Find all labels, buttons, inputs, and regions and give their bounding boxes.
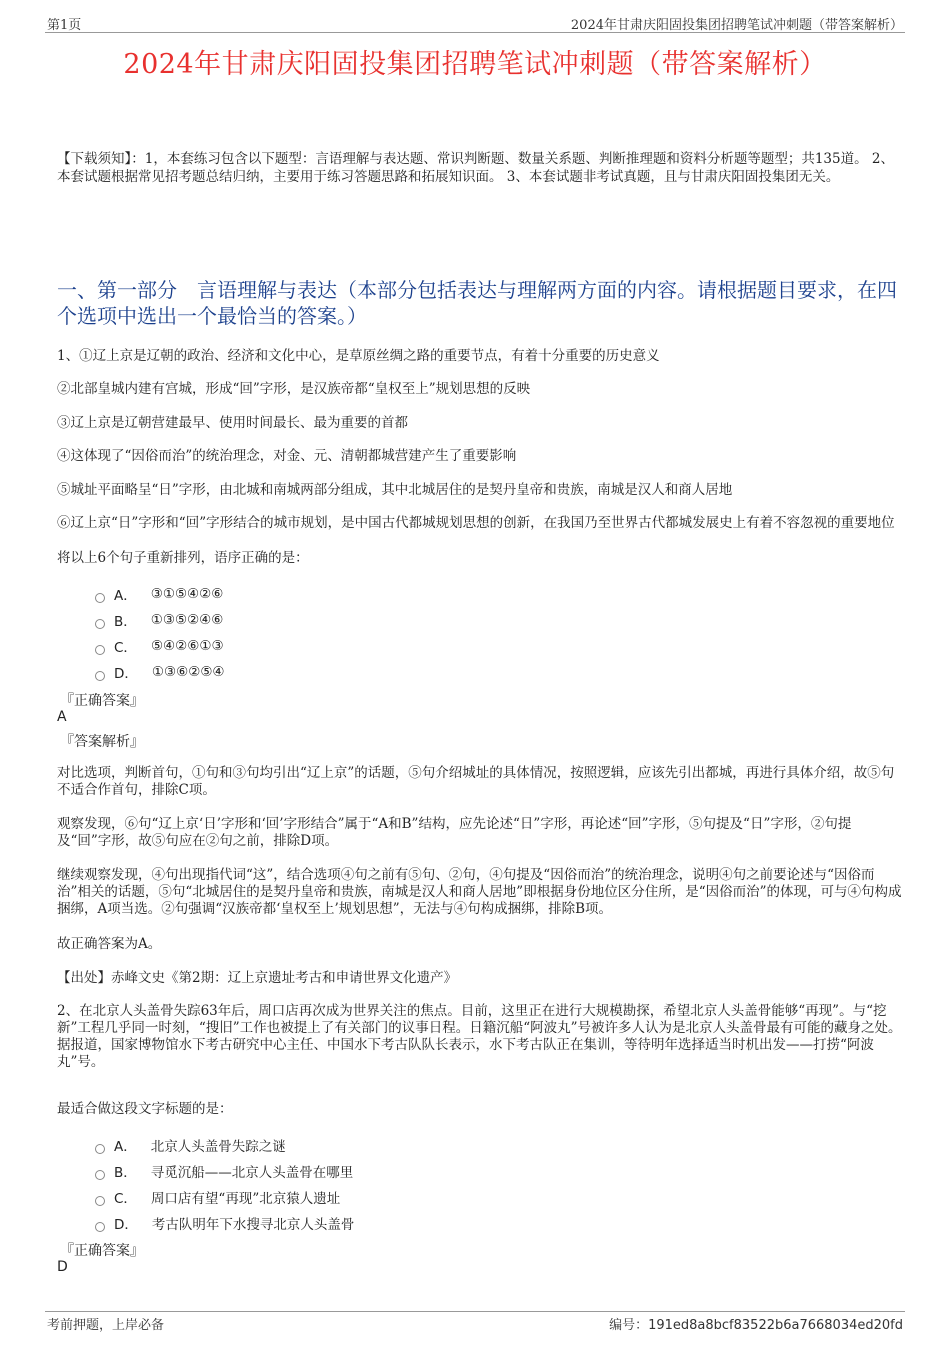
q1-analysis-4: 故正确答案为A。: [57, 936, 162, 952]
download-notice: 【下载须知】：1，本套练习包含以下题型：言语理解与表达题、常识判断题、数量关系题、判断推理题和资料分析题等题型；共135道。 2、本套试题根据常见招考题总结归纳，主要用于练习答题思路和拓展知识面。 3、本套试题非考试真题，且与甘肃庆阳固投集团无关。: [57, 151, 894, 185]
q2-option-d[interactable]: [95, 1213, 354, 1233]
header-divider: [45, 32, 905, 33]
radio-icon[interactable]: [95, 645, 105, 655]
q2-option-a[interactable]: [95, 1135, 286, 1155]
q1-analysis-1: 对比选项，判断首句，①句和③句均引出“辽上京”的话题，⑤句介绍城址的具体情况，按照逻辑，应该先引出都城，再进行具体介绍，故⑤句不适合作首句，排除C项。: [57, 765, 895, 798]
option-text: ①③⑥②⑤④: [151, 664, 225, 680]
radio-icon[interactable]: [95, 619, 105, 629]
q1-sentence-3: ③辽上京是辽朝营建最早、使用时间最长、最为重要的首都: [57, 415, 408, 431]
q1-sentence-1: 1、①辽上京是辽朝的政治、经济和文化中心，是草原丝绸之路的重要节点，有着十分重要的历史意义: [57, 348, 660, 364]
option-label: B．: [114, 1165, 137, 1181]
q1-analysis-3: 继续观察发现，④句出现指代词“这”，结合选项④句之前有⑤句、②句，④句提及“因俗而治”的统治理念，说明④句之前要论述与“因俗而治”相关的话题，⑤句“北城居住的是契丹皇帝和贵族，南城是汉人和商人居地”即根据身份地位区分住所，是“因俗而治”的体现，可与④句构成捆绑，A项当选。②句强调“汉族帝都‘皇权至上’规划思想”，无法与④句构成捆绑，排除B项。: [57, 867, 902, 917]
option-text: ①③⑤②④⑥: [150, 612, 224, 628]
footer-code-label: 编号：: [609, 1318, 649, 1333]
q2-text: 2、在北京人头盖骨失踪63年后，周口店再次成为世界关注的焦点。目前，这里正在进行大规模勘探，希望北京人头盖骨能够“再现”。与“挖新”工程几乎同一时刻，“搜旧”工作也被提上了有关部门的议事日程。日籍沉船“阿波丸”号被许多人认为是北京人头盖骨最有可能的藏身之处。据报道，国家博物馆水下考古研究中心主任、中国水下考古队队长表示，水下考古队正在集训，等待明年选择适当时机出发——打捞“阿波丸”号。: [57, 1003, 902, 1070]
option-text: 周口店有望“再现”北京猿人遗址: [150, 1191, 341, 1207]
footer-divider: [45, 1311, 905, 1312]
q1-option-d[interactable]: [95, 662, 225, 682]
q1-option-a[interactable]: [95, 584, 223, 604]
radio-icon[interactable]: [95, 1144, 105, 1154]
option-text: 寻觅沉船——北京人头盖骨在哪里: [150, 1165, 354, 1181]
option-label: C．: [114, 640, 137, 656]
q1-sentence-2: ②北部皇城内建有宫城，形成“回”字形，是汉族帝都“皇权至上”规划思想的反映: [57, 381, 531, 397]
footer-code: 191ed8a8bcf83522b6a7668034ed20fd: [648, 1318, 903, 1333]
footer-code-block: [609, 1314, 903, 1333]
q1-option-c[interactable]: [95, 636, 224, 656]
q1-answer-label: 『正确答案』: [60, 693, 144, 709]
header-doc-title: 2024年甘肃庆阳固投集团招聘笔试冲刺题（带答案解析）: [570, 18, 903, 33]
option-label: C．: [114, 1191, 137, 1207]
option-label: A．: [114, 588, 137, 604]
option-text: 考古队明年下水搜寻北京人头盖骨: [151, 1217, 355, 1233]
q1-prompt: 将以上6个句子重新排列，语序正确的是：: [57, 550, 309, 566]
footer-slogan: 考前押题，上岸必备: [47, 1318, 165, 1333]
option-text: ⑤④②⑥①③: [150, 638, 224, 654]
q2-option-b[interactable]: [95, 1161, 353, 1181]
q1-source: 【出处】赤峰文史《第2期：辽上京遗址考古和申请世界文化遗产》: [57, 970, 458, 986]
option-label: A．: [114, 1139, 137, 1155]
q1-sentence-6: ⑥辽上京“日”字形和“回”字形结合的城市规划，是中国古代都城规划思想的创新，在我国乃至世界古代都城发展史上有着不容忽视的重要地位: [57, 515, 895, 531]
q1-analysis-2: 观察发现，⑥句“辽上京‘日’字形和‘回’字形结合”属于“A和B”结构，应先论述“日”字形，再论述“回”字形，⑤句提及“日”字形，②句提及“回”字形，故⑤句应在②句之前，排除D项。: [57, 816, 852, 849]
radio-icon[interactable]: [95, 1170, 105, 1180]
radio-icon[interactable]: [95, 671, 105, 681]
q2-option-c[interactable]: [95, 1187, 340, 1207]
section-heading: 一、第一部分 言语理解与表达（本部分包括表达与理解两方面的内容。请根据题目要求，在四个选项中选出一个最恰当的答案。）: [57, 278, 897, 328]
option-label: B．: [114, 614, 137, 630]
q1-sentence-5: ⑤城址平面略呈“日”字形，由北城和南城两部分组成，其中北城居住的是契丹皇帝和贵族，南城是汉人和商人居地: [57, 482, 733, 498]
radio-icon[interactable]: [95, 1222, 105, 1232]
q2-answer-label: 『正确答案』: [60, 1243, 144, 1259]
q2-answer: D: [57, 1259, 68, 1275]
q1-option-b[interactable]: [95, 610, 223, 630]
radio-icon[interactable]: [95, 1196, 105, 1206]
radio-icon[interactable]: [95, 593, 105, 603]
option-label: D．: [114, 1217, 138, 1233]
document-title: 2024年甘肃庆阳固投集团招聘笔试冲刺题（带答案解析）: [123, 49, 827, 80]
option-label: D．: [114, 666, 138, 682]
option-text: 北京人头盖骨失踪之谜: [150, 1139, 286, 1155]
q2-prompt: 最适合做这段文字标题的是：: [57, 1101, 233, 1117]
q1-answer: A: [57, 709, 67, 725]
option-text: ③①⑤④②⑥: [150, 586, 224, 602]
page-number: 第1页: [47, 18, 82, 33]
q1-analysis-label: 『答案解析』: [60, 734, 144, 750]
q1-sentence-4: ④这体现了“因俗而治”的统治理念，对金、元、清朝都城营建产生了重要影响: [57, 448, 517, 464]
